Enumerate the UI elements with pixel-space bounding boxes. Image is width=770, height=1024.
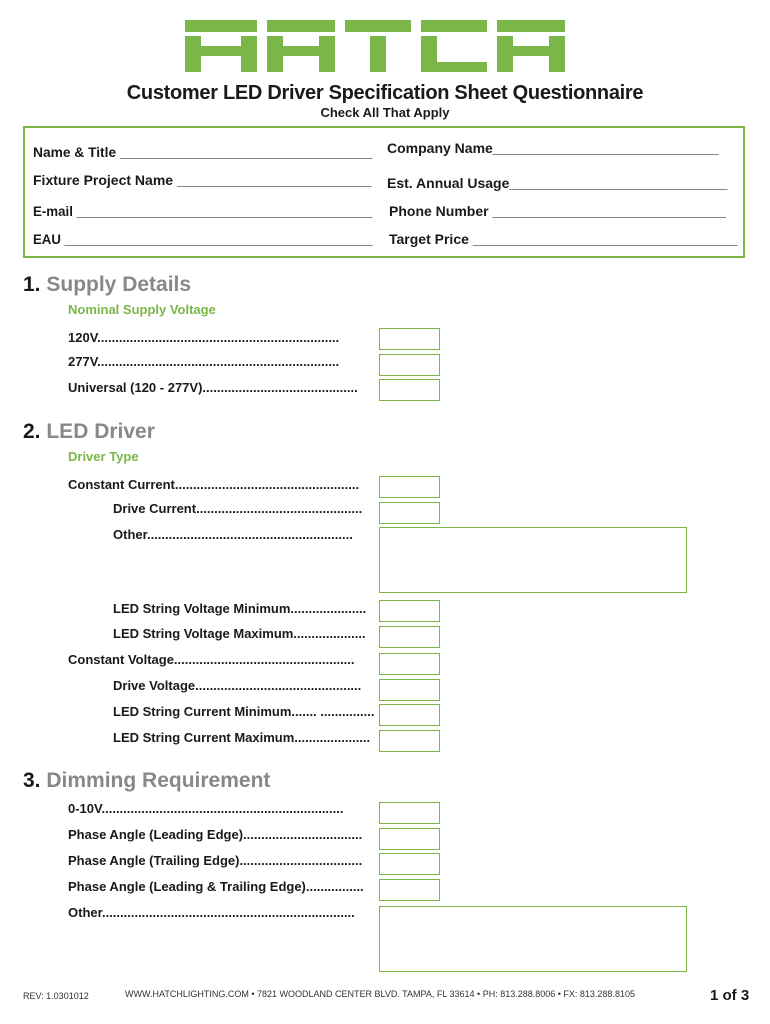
revision-label: REV: 1.0301012: [23, 991, 89, 1001]
section-number: 2.: [23, 420, 41, 443]
led-voltage-max-input[interactable]: [379, 626, 440, 648]
constant-current-checkbox[interactable]: [379, 476, 440, 498]
section-dimming-heading: [23, 769, 270, 793]
driver-type-subtitle: Driver Type: [68, 449, 139, 464]
hatch-logo: [185, 20, 565, 72]
led-current-min-input[interactable]: [379, 704, 440, 726]
dimming-trailing-checkbox[interactable]: [379, 853, 440, 875]
section-supply-details-heading: [23, 273, 191, 297]
led-current-max-input[interactable]: [379, 730, 440, 752]
dimming-both-checkbox[interactable]: [379, 879, 440, 901]
led-voltage-min-label: LED String Voltage Minimum.....................: [113, 601, 367, 616]
option-120v-label: 120V...................................................................: [68, 330, 340, 345]
annual-usage-field[interactable]: Est. Annual Usage____________________________: [387, 175, 728, 191]
phone-number-field[interactable]: Phone Number ______________________________: [389, 203, 727, 219]
section-label: Supply Details: [46, 273, 192, 296]
dimming-leading-checkbox[interactable]: [379, 828, 440, 850]
dimming-0-10v-label: 0-10V...................................................................: [68, 801, 344, 816]
dimming-0-10v-checkbox[interactable]: [379, 802, 440, 824]
option-277v-label: 277V...................................................................: [68, 354, 340, 369]
section-label: Dimming Requirement: [46, 769, 271, 792]
led-voltage-min-input[interactable]: [379, 600, 440, 622]
page-subtitle: Check All That Apply: [320, 105, 450, 120]
option-universal-label: Universal (120 - 277V)...........................................: [68, 380, 358, 395]
section-led-driver-heading: [23, 420, 155, 444]
led-voltage-max-label: LED String Voltage Maximum....................: [113, 626, 366, 641]
drive-voltage-input[interactable]: [379, 679, 440, 701]
target-price-field[interactable]: Target Price __________________________________: [389, 231, 738, 247]
other-driver-textarea[interactable]: [379, 527, 687, 593]
constant-voltage-checkbox[interactable]: [379, 653, 440, 675]
page-number: 1 of 3: [710, 987, 750, 1004]
drive-current-input[interactable]: [379, 502, 440, 524]
constant-current-label: Constant Current...................................................: [68, 477, 360, 492]
option-universal-checkbox[interactable]: [379, 379, 440, 401]
option-277v-checkbox[interactable]: [379, 354, 440, 376]
dimming-trailing-label: Phase Angle (Trailing Edge)..................................: [68, 853, 363, 868]
fixture-project-field[interactable]: Fixture Project Name _________________________: [33, 172, 372, 188]
dimming-leading-label: Phase Angle (Leading Edge).................................: [68, 827, 363, 842]
led-current-min-label: LED String Current Minimum....... ...............: [113, 704, 375, 719]
dimming-both-label: Phase Angle (Leading & Trailing Edge)................: [68, 879, 364, 894]
dimming-other-textarea[interactable]: [379, 906, 687, 972]
drive-voltage-label: Drive Voltage..............................................: [113, 678, 362, 693]
constant-voltage-label: Constant Voltage..................................................: [68, 652, 355, 667]
section-number: 1.: [23, 273, 41, 296]
name-title-field[interactable]: Name & Title _________________________________: [33, 144, 373, 160]
led-current-max-label: LED String Current Maximum.....................: [113, 730, 371, 745]
other-driver-label: Other.........................................................: [113, 527, 353, 542]
section-label: LED Driver: [46, 420, 155, 443]
footer-address: WWW.HATCHLIGHTING.COM • 7821 WOODLAND CENTER BLVD. TAMPA, FL 33614 • PH: 813.288.8006 • FX: 813.288.8105: [125, 989, 635, 999]
company-name-field[interactable]: Company Name_____________________________: [387, 140, 719, 156]
page-title: Customer LED Driver Specification Sheet Questionnaire: [126, 82, 644, 104]
email-field[interactable]: E-mail ________________________________________: [33, 203, 373, 219]
section-number: 3.: [23, 769, 41, 792]
drive-current-label: Drive Current..............................................: [113, 501, 363, 516]
dimming-other-label: Other......................................................................: [68, 905, 355, 920]
option-120v-checkbox[interactable]: [379, 328, 440, 350]
eau-field[interactable]: EAU __________________________________________: [33, 231, 373, 247]
supply-voltage-subtitle: Nominal Supply Voltage: [68, 302, 216, 317]
